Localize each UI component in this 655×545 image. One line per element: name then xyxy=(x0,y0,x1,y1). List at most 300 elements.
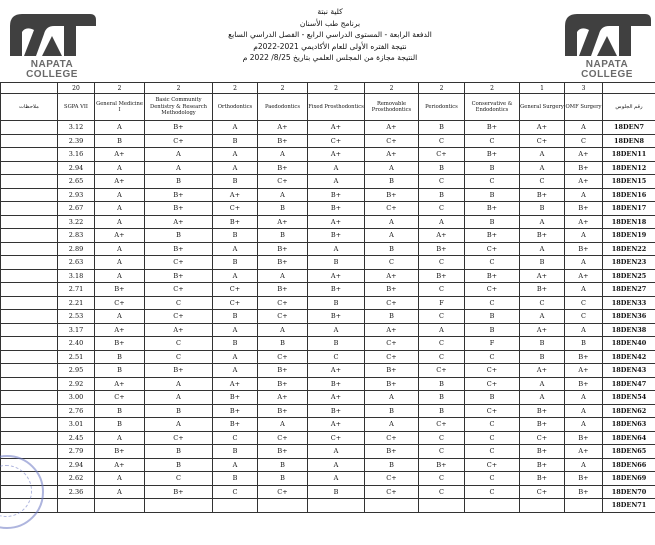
grade-cell: B xyxy=(258,458,308,472)
grade-cell: B+ xyxy=(308,404,365,418)
grade-cell: A xyxy=(520,148,565,162)
grade-cell: C xyxy=(465,175,520,189)
grade-cell: A xyxy=(95,161,145,175)
grade-cell: C+ xyxy=(465,377,520,391)
grade-cell: C xyxy=(308,350,365,364)
grade-cell: C xyxy=(419,175,465,189)
grade-cell: C+ xyxy=(365,472,419,486)
grade-cell: B+ xyxy=(520,283,565,297)
notes-cell xyxy=(1,202,58,216)
notes-cell xyxy=(1,350,58,364)
notes-cell xyxy=(1,148,58,162)
grade-cell: B xyxy=(419,404,465,418)
seat-number-cell: 18DEN42 xyxy=(603,350,655,364)
grade-cell: A xyxy=(213,121,258,135)
grade-cell: B xyxy=(565,337,603,351)
grade-cell: B+ xyxy=(565,161,603,175)
grade-cell: B xyxy=(308,256,365,270)
grade-cell: B xyxy=(95,418,145,432)
grade-cell: A xyxy=(95,472,145,486)
grade-cell: B xyxy=(213,229,258,243)
grade-cell: B+ xyxy=(465,148,520,162)
approval-line: النتيجة مجازة من المجلس العلمي بتاريخ 8/25/ 2022 م xyxy=(242,53,418,62)
seat-number-cell: 18DEN23 xyxy=(603,256,655,270)
grade-cell: B+ xyxy=(258,256,308,270)
grade-cell: A xyxy=(419,323,465,337)
results-table xyxy=(0,82,655,513)
grade-cell: B+ xyxy=(565,472,603,486)
grade-cell: C xyxy=(520,175,565,189)
grade-cell: A+ xyxy=(565,364,603,378)
grade-cell: A+ xyxy=(308,121,365,135)
grade-cell: A xyxy=(520,242,565,256)
grade-cell: A xyxy=(95,431,145,445)
grade-cell: C xyxy=(145,350,213,364)
sgpa-cell: 3.22 xyxy=(58,215,95,229)
grade-cell: C+ xyxy=(258,350,308,364)
grade-cell: C+ xyxy=(465,458,520,472)
table-row xyxy=(1,188,655,202)
grade-cell: A+ xyxy=(95,229,145,243)
grade-cell: A xyxy=(258,418,308,432)
grade-cell: A+ xyxy=(95,175,145,189)
grade-cell: C xyxy=(565,296,603,310)
grade-cell: B+ xyxy=(419,458,465,472)
sgpa-cell: 3.00 xyxy=(58,391,95,405)
grade-cell: B xyxy=(465,161,520,175)
seat-number-cell: 18DEN63 xyxy=(603,418,655,432)
grade-cell: C+ xyxy=(258,485,308,499)
notes-cell xyxy=(1,256,58,270)
grade-cell: B xyxy=(419,161,465,175)
grade-cell: A+ xyxy=(565,175,603,189)
grade-cell: B+ xyxy=(308,202,365,216)
grade-cell: B xyxy=(365,310,419,324)
grade-cell: A xyxy=(95,310,145,324)
grade-cell: B+ xyxy=(565,202,603,216)
grade-cell: C+ xyxy=(145,283,213,297)
grade-cell: A xyxy=(258,323,308,337)
grade-cell: C+ xyxy=(365,202,419,216)
napata-logo-icon xyxy=(6,8,98,60)
grade-cell: B xyxy=(145,404,213,418)
grade-cell: A+ xyxy=(520,269,565,283)
grade-cell: A xyxy=(308,445,365,459)
grade-cell: A xyxy=(95,215,145,229)
col-sgpa: SGPA VII xyxy=(58,94,95,121)
grade-cell: B+ xyxy=(95,445,145,459)
seat-number-cell: 18DEN8 xyxy=(603,134,655,148)
table-row xyxy=(1,215,655,229)
grade-cell: C xyxy=(213,431,258,445)
grade-cell: C xyxy=(465,296,520,310)
table-row xyxy=(1,337,655,351)
grade-cell: B+ xyxy=(258,377,308,391)
grade-cell: A+ xyxy=(213,188,258,202)
seat-number-cell: 18DEN22 xyxy=(603,242,655,256)
grade-cell: B+ xyxy=(520,404,565,418)
grade-cell: B+ xyxy=(565,242,603,256)
seat-number-cell: 18DEN15 xyxy=(603,175,655,189)
grade-cell: A+ xyxy=(213,377,258,391)
grade-cell: A xyxy=(565,323,603,337)
grade-cell: B xyxy=(145,445,213,459)
grade-cell: B xyxy=(258,472,308,486)
grade-cell: C xyxy=(465,134,520,148)
notes-cell xyxy=(1,310,58,324)
sgpa-cell: 3.12 xyxy=(58,121,95,135)
grade-cell: A+ xyxy=(145,215,213,229)
grade-cell: B+ xyxy=(565,350,603,364)
grade-cell: B xyxy=(145,175,213,189)
grade-cell: B+ xyxy=(258,283,308,297)
grade-cell: B+ xyxy=(365,445,419,459)
table-row xyxy=(1,134,655,148)
grade-cell: A xyxy=(95,242,145,256)
sgpa-cell: 2.76 xyxy=(58,404,95,418)
grade-cell: A xyxy=(565,256,603,270)
seat-number-cell: 18DEN11 xyxy=(603,148,655,162)
table-row xyxy=(1,472,655,486)
grade-cell: B xyxy=(308,296,365,310)
grade-cell: A+ xyxy=(258,121,308,135)
grade-cell xyxy=(308,499,365,513)
grade-cell: C xyxy=(365,256,419,270)
grade-cell: A xyxy=(308,175,365,189)
grade-cell: B+ xyxy=(308,377,365,391)
seat-number-cell: 18DEN65 xyxy=(603,445,655,459)
table-row xyxy=(1,202,655,216)
grade-cell: C xyxy=(419,134,465,148)
grade-cell: B+ xyxy=(213,404,258,418)
grade-cell: A xyxy=(308,242,365,256)
notes-cell xyxy=(1,364,58,378)
notes-cell xyxy=(1,404,58,418)
grade-cell: B+ xyxy=(258,242,308,256)
sgpa-cell: 2.67 xyxy=(58,202,95,216)
grade-cell: B xyxy=(520,256,565,270)
grade-cell: C+ xyxy=(213,202,258,216)
grade-cell: A xyxy=(213,161,258,175)
seat-number-cell: 18DEN25 xyxy=(603,269,655,283)
grade-cell: C xyxy=(419,283,465,297)
grade-cell: B+ xyxy=(258,134,308,148)
sgpa-cell xyxy=(58,499,95,513)
grade-cell: C+ xyxy=(365,350,419,364)
notes-cell xyxy=(1,134,58,148)
grade-cell: C+ xyxy=(419,418,465,432)
grade-cell: A xyxy=(95,188,145,202)
sgpa-cell: 2.21 xyxy=(58,296,95,310)
grade-cell: C xyxy=(419,202,465,216)
table-row xyxy=(1,229,655,243)
grade-cell: B xyxy=(145,458,213,472)
college-logo-right xyxy=(561,8,653,80)
grade-cell: A xyxy=(145,418,213,432)
grade-cell xyxy=(145,499,213,513)
grade-cell: A xyxy=(145,377,213,391)
grade-cell: C+ xyxy=(258,175,308,189)
sgpa-cell: 2.71 xyxy=(58,283,95,297)
document-header xyxy=(150,6,510,64)
grade-cell: A+ xyxy=(520,323,565,337)
grade-cell xyxy=(95,499,145,513)
table-row xyxy=(1,256,655,270)
grade-cell: A xyxy=(520,377,565,391)
napata-logo-icon xyxy=(561,8,653,60)
notes-cell xyxy=(1,175,58,189)
grade-cell: B+ xyxy=(365,377,419,391)
grade-cell: A xyxy=(565,391,603,405)
table-row xyxy=(1,350,655,364)
seat-number-cell: 18DEN70 xyxy=(603,485,655,499)
grade-cell: C+ xyxy=(365,296,419,310)
grade-cell: B xyxy=(465,188,520,202)
grade-cell: B xyxy=(213,134,258,148)
grade-cell: B xyxy=(365,242,419,256)
grade-cell: B+ xyxy=(520,445,565,459)
grade-cell: A+ xyxy=(308,364,365,378)
grade-cell: C+ xyxy=(258,296,308,310)
grade-cell: A+ xyxy=(95,377,145,391)
grade-cell: B+ xyxy=(258,404,308,418)
table-row xyxy=(1,418,655,432)
logo-text: NAPATA COLLEGE xyxy=(26,59,78,80)
notes-cell xyxy=(1,283,58,297)
grade-cell: A xyxy=(308,472,365,486)
grade-cell xyxy=(419,499,465,513)
grade-cell: A+ xyxy=(308,269,365,283)
grade-cell: A xyxy=(565,188,603,202)
grade-cell: B xyxy=(145,229,213,243)
seat-number-cell: 18DEN27 xyxy=(603,283,655,297)
batch-line: الدفعة الرابعة - المستوى الدراسي الرابع - الفصل الدراسي السابع xyxy=(228,30,432,39)
grade-cell xyxy=(365,499,419,513)
notes-cell xyxy=(1,377,58,391)
grade-cell: C+ xyxy=(95,296,145,310)
table-row xyxy=(1,499,655,513)
grade-cell: A xyxy=(565,229,603,243)
seat-number-cell: 18DEN66 xyxy=(603,458,655,472)
seat-number-cell: 18DEN54 xyxy=(603,391,655,405)
grade-cell: C xyxy=(419,472,465,486)
grade-cell: A+ xyxy=(365,121,419,135)
grade-cell: C+ xyxy=(213,283,258,297)
notes-cell xyxy=(1,323,58,337)
grade-cell: A xyxy=(213,364,258,378)
grade-cell: A xyxy=(213,323,258,337)
grade-cell: A xyxy=(565,283,603,297)
grade-cell: C xyxy=(465,472,520,486)
grade-cell: C xyxy=(419,310,465,324)
grade-cell: B+ xyxy=(213,418,258,432)
grade-cell: A xyxy=(258,188,308,202)
sgpa-cell: 2.39 xyxy=(58,134,95,148)
sgpa-cell: 2.94 xyxy=(58,161,95,175)
grade-cell: C+ xyxy=(520,431,565,445)
logo-text: NAPATA COLLEGE xyxy=(581,59,633,80)
col-paedodontics: Paedodontics xyxy=(258,94,308,121)
grade-cell: B xyxy=(520,202,565,216)
grade-cell: A xyxy=(365,418,419,432)
grade-cell: A+ xyxy=(565,269,603,283)
notes-cell xyxy=(1,121,58,135)
grade-cell: A xyxy=(95,256,145,270)
grade-cell: B+ xyxy=(520,418,565,432)
grade-cell: C+ xyxy=(145,134,213,148)
sgpa-cell: 2.95 xyxy=(58,364,95,378)
grade-cell: A xyxy=(145,148,213,162)
table-row xyxy=(1,121,655,135)
notes-cell xyxy=(1,431,58,445)
seat-number-cell: 18DEN38 xyxy=(603,323,655,337)
grade-cell: B xyxy=(465,391,520,405)
table-row xyxy=(1,485,655,499)
notes-cell xyxy=(1,242,58,256)
grade-cell: B xyxy=(213,445,258,459)
grade-cell: A xyxy=(365,215,419,229)
table-row xyxy=(1,242,655,256)
grade-cell: C xyxy=(465,256,520,270)
grade-cell: B+ xyxy=(145,121,213,135)
grade-cell: A xyxy=(520,161,565,175)
grade-cell: B+ xyxy=(258,161,308,175)
grade-cell: B+ xyxy=(419,242,465,256)
grade-cell: A+ xyxy=(520,364,565,378)
grade-cell: B xyxy=(95,404,145,418)
grade-cell: C+ xyxy=(145,310,213,324)
grade-cell: A xyxy=(213,458,258,472)
seat-number-cell: 18DEN19 xyxy=(603,229,655,243)
grade-cell: A xyxy=(145,391,213,405)
grade-cell: B+ xyxy=(365,364,419,378)
grade-cell: C xyxy=(419,350,465,364)
seat-number-cell: 18DEN16 xyxy=(603,188,655,202)
grade-cell: C xyxy=(145,296,213,310)
grade-cell: B+ xyxy=(520,188,565,202)
sgpa-cell: 3.01 xyxy=(58,418,95,432)
grade-cell: B xyxy=(213,472,258,486)
grade-cell: A xyxy=(565,404,603,418)
grade-cell: B+ xyxy=(145,242,213,256)
grade-cell: C+ xyxy=(365,431,419,445)
sgpa-cell: 2.79 xyxy=(58,445,95,459)
seat-number-cell: 18DEN69 xyxy=(603,472,655,486)
grade-cell: A+ xyxy=(365,148,419,162)
grade-cell: B xyxy=(419,377,465,391)
grade-cell: B xyxy=(308,485,365,499)
grade-cell: A xyxy=(520,215,565,229)
grade-cell: A xyxy=(565,458,603,472)
credit-hours-row: 20 2 2 2 2 2 2 2 2 1 3 xyxy=(1,83,655,94)
column-header-row xyxy=(1,94,655,121)
grade-cell: B+ xyxy=(365,188,419,202)
table-row xyxy=(1,310,655,324)
grade-cell: C+ xyxy=(465,404,520,418)
col-fixed-prosthodontics: Fixed Prosthodontics xyxy=(308,94,365,121)
grade-cell: A+ xyxy=(145,323,213,337)
grade-cell: B+ xyxy=(419,269,465,283)
grade-cell: B+ xyxy=(258,445,308,459)
result-line: نتيجة الفتره الأولى للعام الأكاديمي 2021-2022م xyxy=(253,41,407,51)
grade-cell: A xyxy=(308,161,365,175)
table-row xyxy=(1,296,655,310)
sgpa-cell: 3.16 xyxy=(58,148,95,162)
grade-cell: A+ xyxy=(95,458,145,472)
grade-cell: C+ xyxy=(145,431,213,445)
grade-cell: C+ xyxy=(465,242,520,256)
grade-cell: A xyxy=(213,242,258,256)
notes-cell xyxy=(1,215,58,229)
grade-cell: C xyxy=(520,296,565,310)
grade-cell: A+ xyxy=(308,418,365,432)
grade-cell: C+ xyxy=(419,364,465,378)
grade-cell: A+ xyxy=(520,121,565,135)
grade-cell: A xyxy=(258,269,308,283)
table-row xyxy=(1,161,655,175)
sgpa-cell: 3.18 xyxy=(58,269,95,283)
sgpa-cell: 2.62 xyxy=(58,472,95,486)
seat-number-cell: 18DEN17 xyxy=(603,202,655,216)
grade-cell: C+ xyxy=(520,485,565,499)
grade-cell: A xyxy=(308,323,365,337)
grade-cell: A xyxy=(565,418,603,432)
grade-cell: C xyxy=(145,337,213,351)
grade-cell: A+ xyxy=(565,215,603,229)
grade-cell: B+ xyxy=(145,485,213,499)
grade-cell: B xyxy=(520,350,565,364)
grade-cell: A xyxy=(365,229,419,243)
grade-cell: B xyxy=(258,202,308,216)
grade-cell: B+ xyxy=(520,458,565,472)
grade-cell: B xyxy=(365,458,419,472)
grade-cell: B+ xyxy=(213,215,258,229)
grade-cell: B+ xyxy=(565,431,603,445)
col-general-surgery: General Surgery xyxy=(520,94,565,121)
col-seat-number: رقم الجلوس xyxy=(603,94,655,121)
sgpa-cell: 2.63 xyxy=(58,256,95,270)
grade-cell xyxy=(520,499,565,513)
grade-cell: B+ xyxy=(365,283,419,297)
sgpa-cell: 2.45 xyxy=(58,431,95,445)
grade-cell: C+ xyxy=(365,337,419,351)
grade-cell xyxy=(258,499,308,513)
grade-cell: A xyxy=(213,269,258,283)
grade-cell: A+ xyxy=(308,215,365,229)
grade-cell: A xyxy=(308,458,365,472)
grade-cell: C+ xyxy=(419,148,465,162)
grade-cell: C xyxy=(465,445,520,459)
grade-cell: A+ xyxy=(565,148,603,162)
grade-cell: B+ xyxy=(95,337,145,351)
grade-cell: C+ xyxy=(213,296,258,310)
grade-cell: C+ xyxy=(258,310,308,324)
seat-number-cell: 18DEN7 xyxy=(603,121,655,135)
notes-cell xyxy=(1,229,58,243)
grade-cell: B+ xyxy=(565,377,603,391)
grade-cell: B+ xyxy=(465,121,520,135)
col-omf-surgery: OMF Surgery xyxy=(565,94,603,121)
notes-cell xyxy=(1,269,58,283)
grade-cell: B xyxy=(95,364,145,378)
grade-cell: C+ xyxy=(520,134,565,148)
seat-number-cell: 18DEN71 xyxy=(603,499,655,513)
col-community-dentistry: Basic Community Dentistry & Research Methodology xyxy=(145,94,213,121)
table-row xyxy=(1,323,655,337)
grade-cell: C+ xyxy=(365,485,419,499)
grade-cell: B+ xyxy=(465,202,520,216)
grade-cell: A xyxy=(95,202,145,216)
